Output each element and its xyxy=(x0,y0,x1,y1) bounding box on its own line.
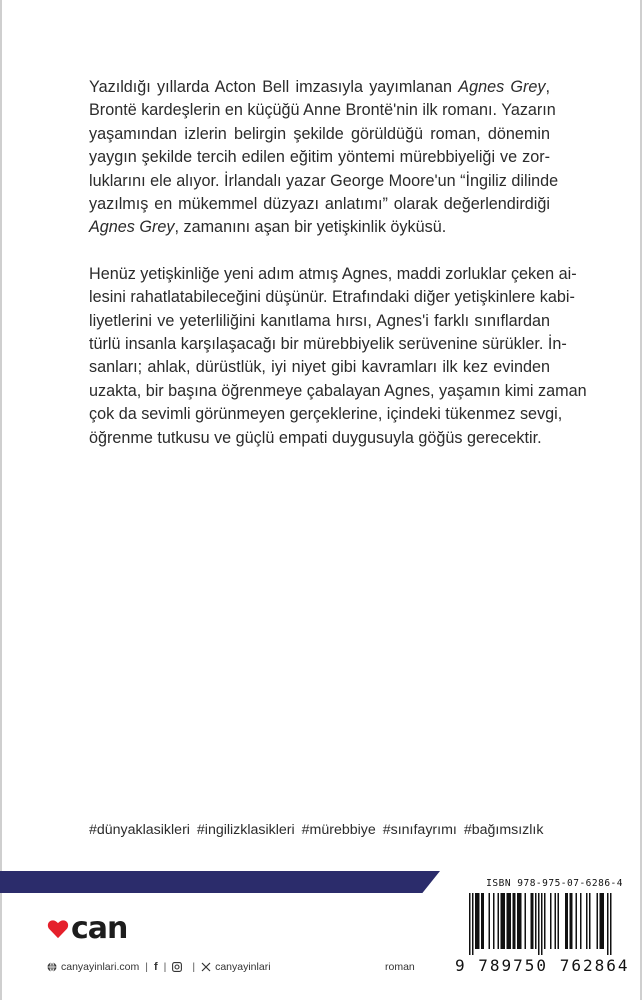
barcode-bar xyxy=(565,893,567,949)
book-title-italic: Agnes Grey xyxy=(89,218,175,237)
barcode-bar xyxy=(567,893,569,949)
blurb-line: Agnes Grey, zamanını aşan bir yetişkinlik öyküsü. xyxy=(89,218,447,237)
blurb-line: lesini rahatlatabileceğini düşünür. Etrafındaki diğer yetişkinlere kabi- xyxy=(89,288,575,307)
barcode-bar xyxy=(483,893,485,949)
barcode-bar xyxy=(550,893,552,949)
barcode-bar xyxy=(477,893,479,949)
barcode xyxy=(455,893,623,955)
barcode-bar xyxy=(531,893,533,949)
cover-credit xyxy=(49,3,210,18)
barcode-bar xyxy=(472,893,474,955)
barcode-bar xyxy=(520,893,522,949)
barcode-bar xyxy=(514,893,516,949)
globe-icon xyxy=(47,962,57,972)
barcode-bar xyxy=(475,893,477,949)
page-edge-left xyxy=(0,0,2,1000)
barcode-bar xyxy=(493,893,495,949)
barcode-bar xyxy=(481,893,483,949)
blurb-line: yaygın şekilde tercih edilen eğitim yöntemi mürebbiyeliği ve zor- xyxy=(89,148,550,167)
blurb-paragraph-2 xyxy=(89,263,587,450)
publisher-logo-text: can xyxy=(71,911,128,946)
publisher-logo xyxy=(47,911,128,946)
barcode-bar xyxy=(513,893,515,949)
cover-credit-label: Kapak resmi: xyxy=(49,3,117,17)
hashtag-list xyxy=(89,822,559,838)
barcode-bar xyxy=(541,893,543,955)
barcode-bar xyxy=(478,893,480,949)
barcode-bar xyxy=(558,893,560,949)
barcode-bar xyxy=(586,893,588,949)
footer-separator: | xyxy=(163,961,167,973)
barcode-bar xyxy=(535,893,537,949)
blurb-line: Brontë kardeşlerin en küçüğü Anne Brontë'nin ilk romanı. Yazarın xyxy=(89,101,556,120)
instagram-icon[interactable] xyxy=(172,962,182,972)
barcode-bar xyxy=(504,893,506,949)
barcode-bar xyxy=(580,893,582,949)
barcode-bar xyxy=(510,893,512,949)
barcode-bar xyxy=(498,893,500,949)
hashtag: #dünyaklasikleri xyxy=(89,822,190,838)
barcode-bar xyxy=(517,893,519,949)
blurb-line: yaşamından izlerin belirgin şekilde görüldüğü roman, dönemin xyxy=(89,124,550,143)
blurb-line: yazılmış en mükemmel düzyazı anlatımı” olarak değerlendirdiği xyxy=(89,195,550,214)
footer-separator: | xyxy=(145,961,148,973)
publisher-footer xyxy=(47,961,271,973)
footer-separator: | xyxy=(192,961,196,973)
isbn-number: 9 789750 762864 xyxy=(455,956,630,975)
barcode-bar xyxy=(603,893,605,949)
barcode-bar xyxy=(519,893,521,949)
barcode-bar xyxy=(589,893,591,949)
hashtag: #ingilizklasikleri xyxy=(196,822,295,838)
barcode-bar xyxy=(600,893,602,949)
barcode-bar xyxy=(489,893,491,949)
cover-credit-banner xyxy=(0,871,440,893)
heart-icon xyxy=(47,919,69,939)
blurb-line: Henüz yetişkinliğe yeni adım atmış Agnes, maddi zorluklar çeken ai- xyxy=(89,264,577,283)
blurb-line: liyetlerini ve yeterliliğini kanıtlama hırsı, Agnes'i farklı sınıflardan xyxy=(89,311,550,330)
cover-credit-name: Richard Redgrave xyxy=(119,3,210,17)
blurb-line: uzakta, bir başına öğrenmeye çabalayan Agnes, yaşamın kimi zaman xyxy=(89,381,587,400)
barcode-bar xyxy=(576,893,578,949)
barcode-bar xyxy=(597,893,599,949)
blurb-line: sanları; ahlak, dürüstlük, iyi niyet gibi kavramları ilk kez evinden xyxy=(89,358,550,377)
barcode-bar xyxy=(610,893,612,955)
social-handle[interactable]: canyayinlari xyxy=(215,961,271,973)
barcode-bar xyxy=(501,893,503,949)
x-icon[interactable] xyxy=(201,962,211,972)
barcode-bar xyxy=(532,893,534,949)
barcode-bar xyxy=(570,893,572,949)
genre-label: roman xyxy=(385,961,415,973)
barcode-bar xyxy=(469,893,471,955)
website-link[interactable]: canyayinlari.com xyxy=(61,961,140,973)
isbn-block xyxy=(455,878,630,975)
facebook-icon[interactable]: f xyxy=(153,961,158,973)
barcode-bar xyxy=(538,893,540,955)
blurb-line: öğrenme tutkusu ve güçlü empati duygusuyla göğüs gerecektir. xyxy=(89,428,542,447)
barcode-bar xyxy=(607,893,609,955)
hashtag: #mürebbiye xyxy=(301,822,376,838)
barcode-bar xyxy=(544,893,546,949)
barcode-bar xyxy=(507,893,509,949)
back-cover-blurb xyxy=(89,76,587,473)
barcode-bar xyxy=(571,893,573,949)
book-title-italic: Agnes Grey xyxy=(458,78,546,96)
hashtag: #sınıfayrımı xyxy=(382,822,457,838)
barcode-bar xyxy=(508,893,510,949)
blurb-line: çok da sevimli görünmeyen gerçeklerine, içindeki tükenmez sevgi, xyxy=(89,405,563,424)
barcode-bar xyxy=(555,893,557,949)
blurb-line: luklarını ele alıyor. İrlandalı yazar George Moore'un “İngiliz dilinde xyxy=(89,171,559,190)
blurb-paragraph-1 xyxy=(89,76,559,240)
blurb-line: türlü insanla karşılaşacağı bir mürebbiyelik serüvenine sürükler. İn- xyxy=(89,335,567,354)
barcode-bar xyxy=(601,893,603,949)
hashtag: #bağımsızlık xyxy=(463,822,544,838)
barcode-bar xyxy=(502,893,504,949)
isbn-label: ISBN 978-975-07-6286-4 xyxy=(486,878,623,889)
barcode-bar xyxy=(525,893,527,949)
blurb-line: Yazıldığı yıllarda Acton Bell imzasıyla yayımlanan Agnes Grey, xyxy=(89,78,551,96)
